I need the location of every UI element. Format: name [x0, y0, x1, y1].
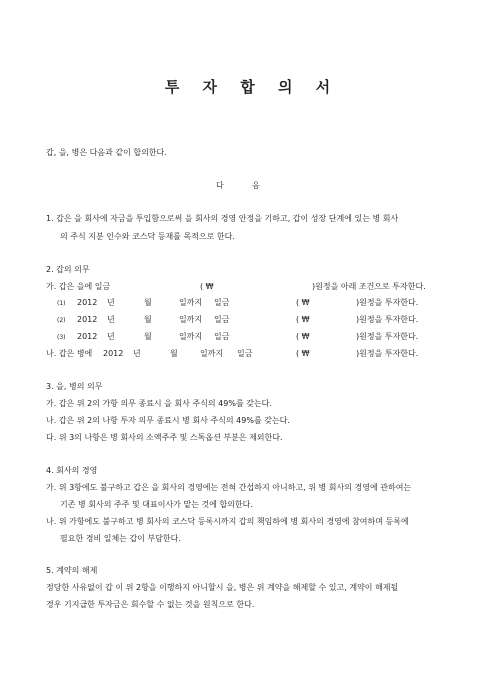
row3-number: (3): [57, 334, 66, 341]
section2-na-text: 나. 갑은 병에: [46, 349, 93, 358]
section2-na-wol: 월: [170, 349, 178, 358]
section2-na-ilgum: 일금: [237, 349, 253, 358]
section2-na-year: 2012: [103, 349, 124, 358]
section2-na-nyeon: 년: [133, 349, 141, 358]
intro-text: 갑, 을, 병은 다음과 같이 합의한다.: [46, 148, 167, 157]
row2-number: (2): [57, 317, 66, 324]
row1-ilgum: 일금: [214, 298, 230, 307]
row3-ilgum: 일금: [214, 332, 230, 341]
row1-year: 2012: [77, 298, 98, 307]
row2-ilgum: 일금: [214, 315, 230, 324]
row3-nyeon: 년: [107, 332, 115, 341]
row1-won: ( ₩: [296, 298, 310, 307]
section5-title: 5. 계약의 해제: [46, 566, 98, 575]
row1-end: )원정을 투자한다.: [356, 298, 419, 307]
row1-nyeon: 년: [107, 298, 115, 307]
heading-left: 다: [216, 181, 224, 190]
section2-na-until: 일까지: [200, 349, 224, 358]
section3-na: 나. 갑은 위 2의 나항 투자 의무 종료시 병 회사 주식의 49%를 갖는다.: [46, 416, 290, 425]
row2-end: )원정을 투자한다.: [356, 315, 419, 324]
section4-title: 4. 회사의 경영: [46, 466, 98, 475]
row1-number: (1): [57, 300, 66, 307]
section4-ga-line1: 가. 위 3항에도 불구하고 갑은 을 회사의 경영에는 전혀 간섭하지 아니하고, 위 병 회사의 경영에 관하여는: [46, 483, 412, 492]
row3-won: ( ₩: [296, 332, 310, 341]
section1-line1: 1. 갑은 을 회사에 자금을 투입함으로써 을 회사의 경영 안정을 기하고, 갑이 성장 단계에 있는 병 회사: [46, 214, 399, 223]
row2-until: 일까지: [179, 315, 203, 324]
row2-won: ( ₩: [296, 315, 310, 324]
section3-ga: 가. 갑은 위 2의 가항 의무 종료시 을 회사 주식의 49%를 갖는다.: [46, 399, 272, 408]
section2-na-end: )원정을 투자한다.: [356, 349, 419, 358]
section2-ga-won: ( ₩: [200, 282, 214, 291]
section1-line2: 의 주식 지분 인수와 코스닥 등재를 목적으로 한다.: [60, 232, 235, 241]
row1-wol: 월: [144, 298, 152, 307]
row3-until: 일까지: [179, 332, 203, 341]
section2-na-won: ( ₩: [296, 349, 310, 358]
row2-nyeon: 년: [107, 315, 115, 324]
section4-ga-line2: 기존 병 회사의 주주 및 대표이사가 맡는 것에 합의한다.: [60, 500, 253, 509]
section4-na-line2: 필요한 경비 일체는 갑이 부담한다.: [60, 534, 181, 543]
section5-line1: 정당한 사유없이 갑 이 위 2항을 이행하지 아니할시 을, 병은 위 계약을 해제할 수 있고, 계약이 해제될: [46, 583, 399, 592]
section2-title: 2. 갑의 의무: [46, 265, 90, 274]
section2-ga-end: )원정을 아래 조건으로 투자한다.: [312, 282, 426, 291]
section4-na-line1: 나. 위 가항에도 불구하고 병 회사의 코스닥 등록시까지 갑의 책임하에 병 회사의 경영에 참여하며 등록에: [46, 517, 409, 526]
row2-year: 2012: [77, 315, 98, 324]
document-title: 투 자 합 의 서: [164, 78, 340, 96]
section3-title: 3. 을, 병의 의무: [46, 382, 103, 391]
heading-right: 음: [252, 181, 260, 190]
row1-until: 일까지: [179, 298, 203, 307]
section3-da: 다. 위 3의 나항은 병 회사의 소액주주 및 스톡옵션 부분은 제외한다.: [46, 433, 283, 442]
section5-line2: 경우 기지급한 투자금은 회수할 수 없는 것을 원칙으로 한다.: [46, 600, 255, 609]
row3-wol: 월: [144, 332, 152, 341]
row2-wol: 월: [144, 315, 152, 324]
row3-end: )원정을 투자한다.: [356, 332, 419, 341]
section2-ga-text: 가. 갑은 을에 일금: [46, 282, 111, 291]
row3-year: 2012: [77, 332, 98, 341]
